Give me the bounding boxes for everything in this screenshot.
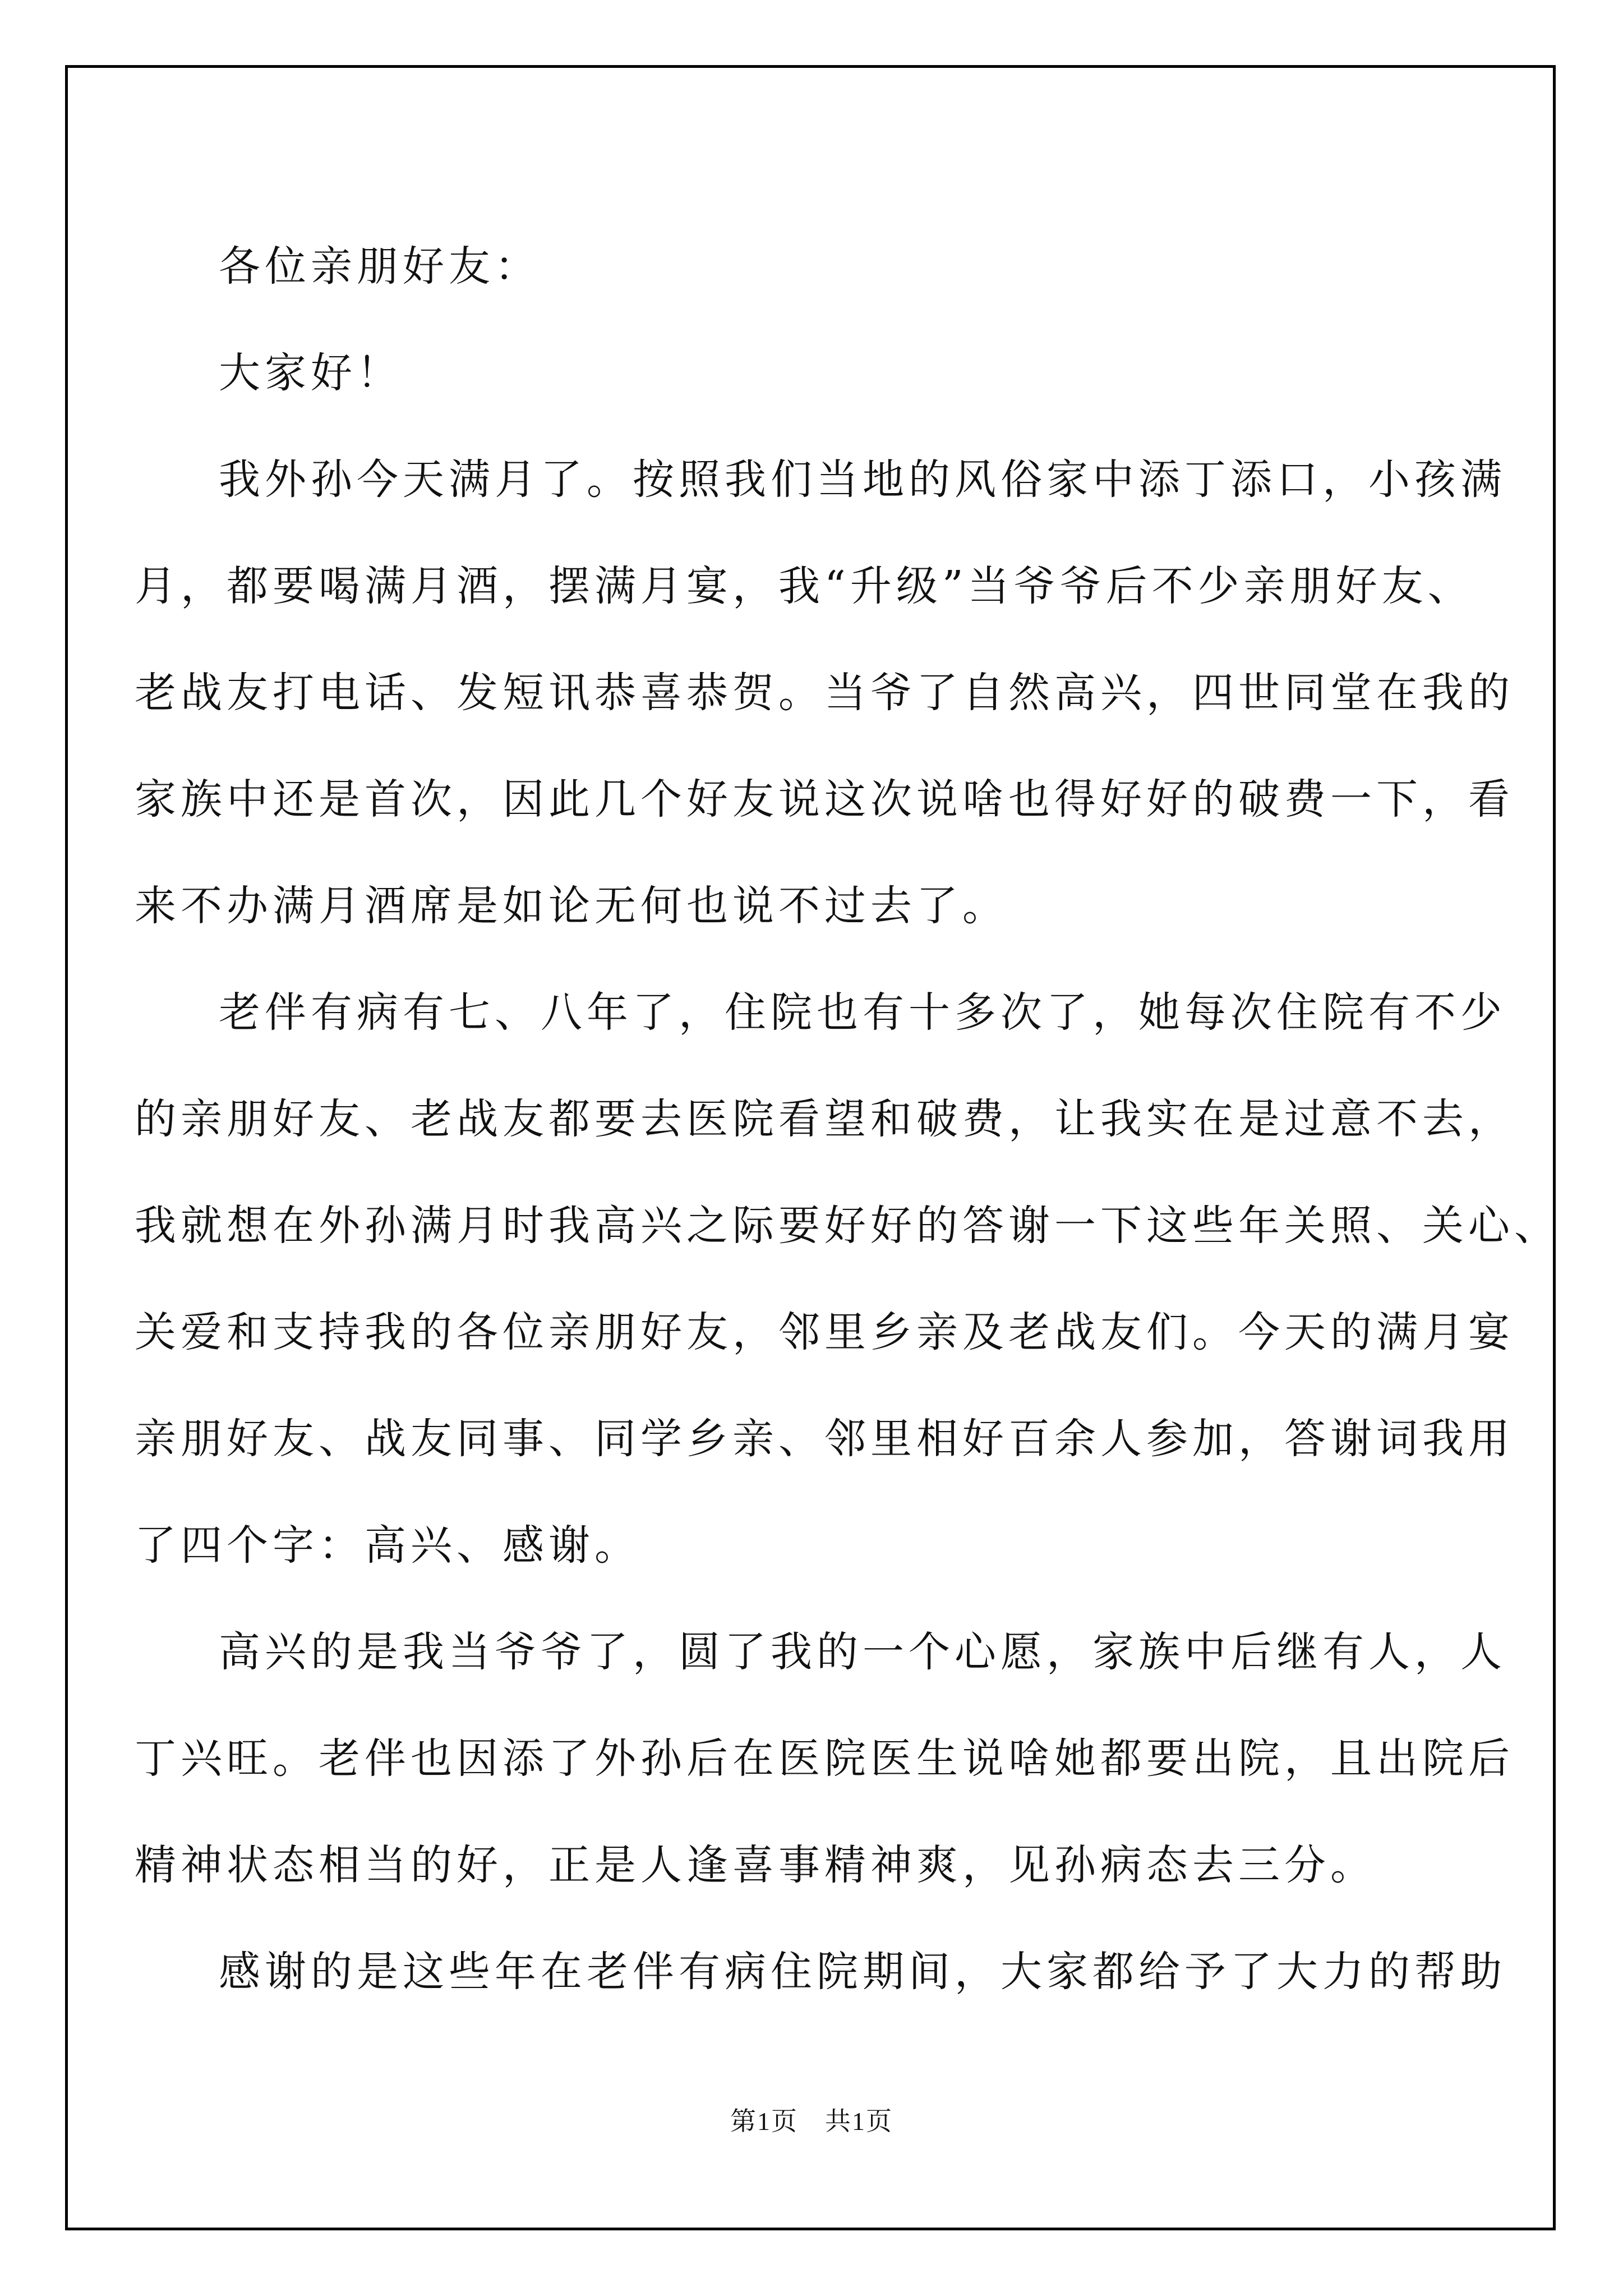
paragraph-2 xyxy=(135,959,1560,1599)
salutation xyxy=(135,320,1509,426)
greeting xyxy=(135,213,1509,320)
paragraph-1 xyxy=(135,426,1514,959)
greeting-text: 各位亲朋好友： xyxy=(219,242,541,291)
paragraph-line: 高兴的是我当爷爷了，圆了我的一个心愿，家族中后继有人，人 xyxy=(219,1628,1506,1676)
paragraph-line: 老伴有病有七、八年了，住院也有十多次了，她每次住院有不少 xyxy=(219,988,1506,1037)
paragraph-3 xyxy=(135,1599,1514,1918)
page-footer: 第1页 共1页 xyxy=(730,2107,893,2136)
paragraph-line: 精神状态相当的好，正是人逢喜事精神爽，见孙病态去三分。 xyxy=(135,1841,1376,1889)
paragraph-line: 丁兴旺。老伴也因添了外孙后在医院医生说啥她都要出院，且出院后 xyxy=(135,1734,1514,1783)
paragraph-line: 亲朋好友、战友同事、同学乡亲、邻里相好百余人参加，答谢词我用 xyxy=(135,1415,1514,1463)
paragraph-line: 老战友打电话、发短讯恭喜恭贺。当爷了自然高兴，四世同堂在我的 xyxy=(135,669,1514,717)
paragraph-line: 了四个字：高兴、感谢。 xyxy=(135,1521,640,1570)
paragraph-line: 我外孙今天满月了。按照我们当地的风俗家中添丁添口，小孩满 xyxy=(219,455,1506,504)
paragraph-line: 来不办满月酒席是如论无何也说不过去了。 xyxy=(135,882,1008,930)
paragraph-4 xyxy=(135,1918,1509,2025)
paragraph-line: 月，都要喝满月酒，摆满月宴，我“升级”当爷爷后不少亲朋好友、 xyxy=(135,562,1474,610)
salutation-text: 大家好！ xyxy=(219,349,403,397)
paragraph-line: 我就想在外孙满月时我高兴之际要好好的答谢一下这些年关照、关心、 xyxy=(135,1202,1560,1250)
paragraph-line: 关爱和支持我的各位亲朋好友，邻里乡亲及老战友们。今天的满月宴 xyxy=(135,1308,1514,1356)
paragraph-line: 家族中还是首次，因此几个好友说这次说啥也得好好的破费一下，看 xyxy=(135,775,1514,823)
document-body xyxy=(135,213,1560,2025)
paragraph-line: 感谢的是这些年在老伴有病住院期间，大家都给予了大力的帮助 xyxy=(219,1948,1506,1996)
paragraph-line: 的亲朋好友、老战友都要去医院看望和破费，让我实在是过意不去， xyxy=(135,1095,1514,1143)
